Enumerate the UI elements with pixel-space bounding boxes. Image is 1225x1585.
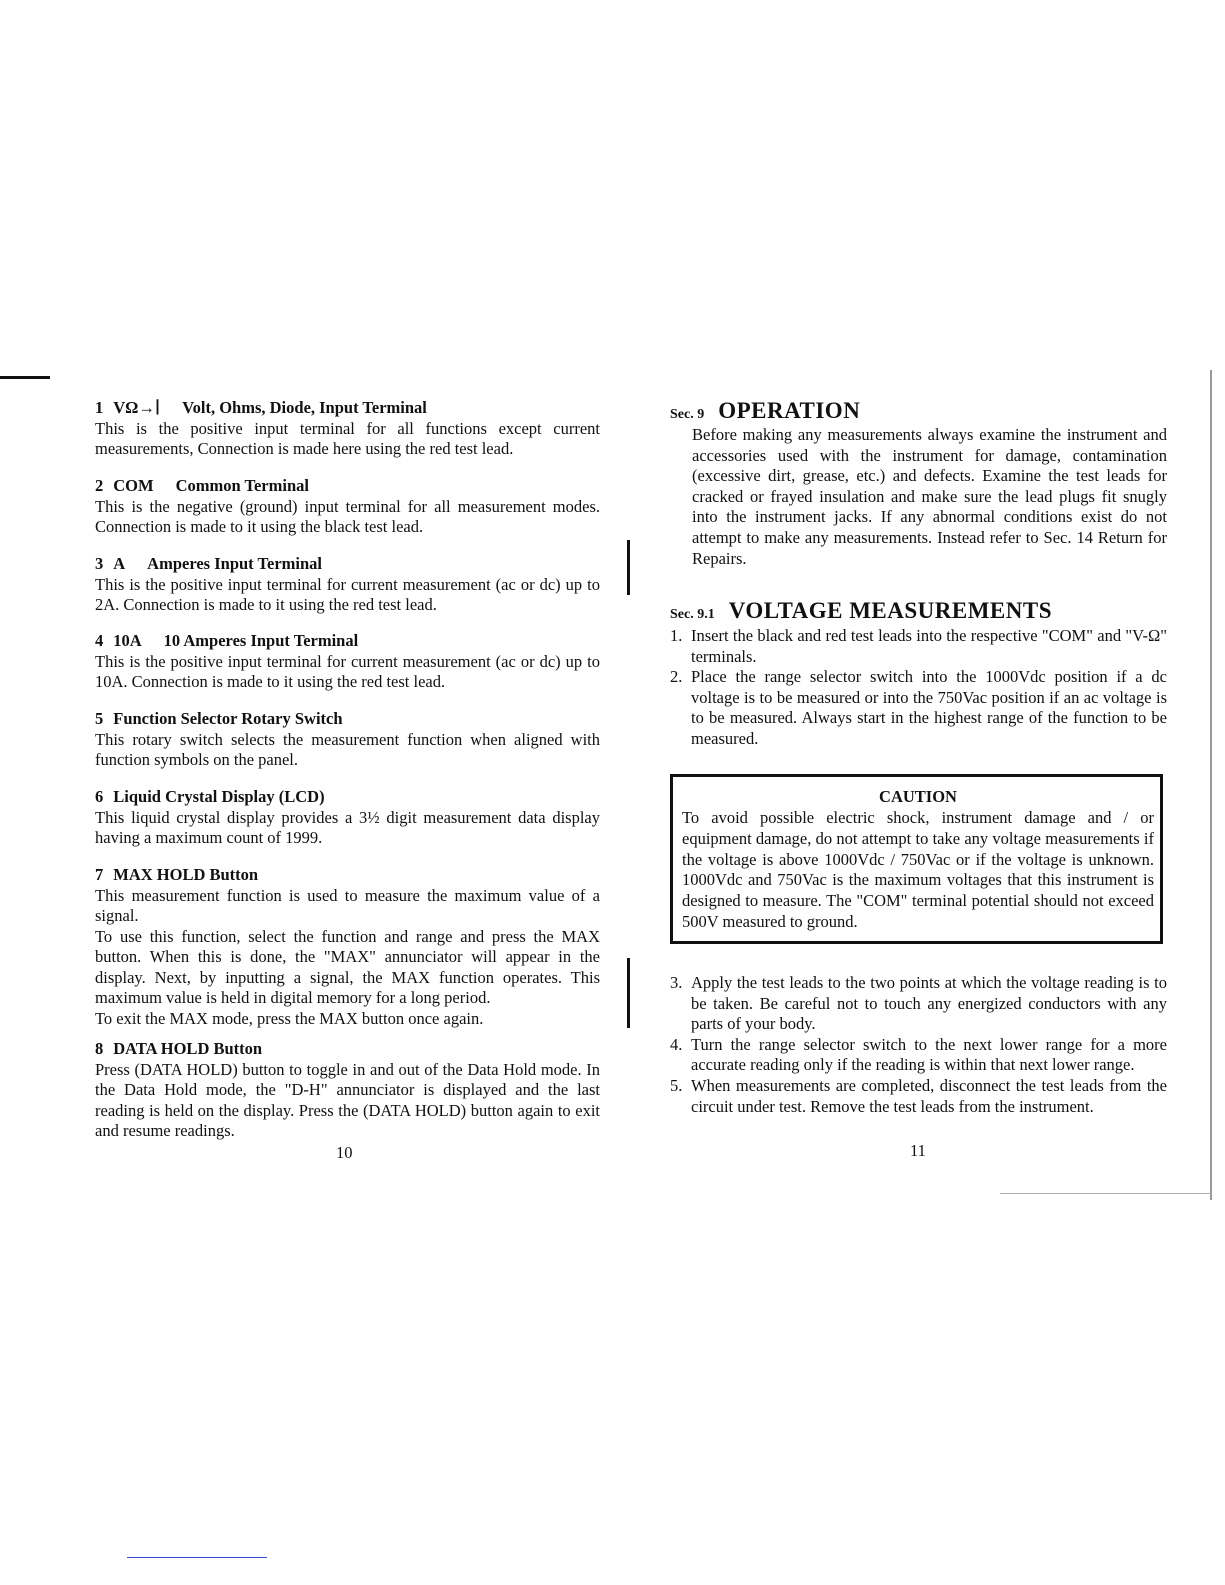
terminal-symbol: 10A [113,631,142,650]
terminal-item [95,709,600,771]
terminal-symbol: COM [113,476,154,495]
terminal-item [95,865,600,1029]
section-label: Sec. 9 [670,407,705,422]
voltage-steps-list-continued [670,973,1167,1117]
operation-paragraph: Before making any measurements always examine the instrument and accessories used with the instrument for damage, contamination (excessive dirt, grease, etc.) and defects. Examine the test leads for cracked or frayed insulation and make sure the lead plugs fit snugly into the instrument jacks. If any abnormal conditions exist do not attempt to make any measurements. Instead refer to Sec. 14 Return for Repairs. [692,425,1167,568]
step-item [670,667,1167,749]
description-paragraph: This is the negative (ground) input terminal for all measurement modes. Connection is made to it using the black test lead. [95,496,600,536]
step-number: 2. [670,667,683,687]
description-paragraph: This liquid crystal display provides a 3½ digit measurement data display having a maximum count of 1999. [95,807,600,847]
terminal-description [95,730,600,771]
terminal-number: 8 [95,1039,104,1058]
binding-mark [627,958,630,1028]
voltage-steps-list [670,626,1167,750]
step-number: 1. [670,626,683,645]
terminal-number: 1 [95,398,104,417]
scan-edge-mark [1210,370,1212,1200]
step-number: 4. [670,1034,683,1054]
description-paragraph: This rotary switch selects the measurement function when aligned with function symbols on the panel. [95,729,600,769]
description-paragraph: This is the positive input terminal for current measurement (ac or dc) up to 10A. Connection is made to it using the red test lead. [95,651,600,691]
terminal-item [95,398,600,460]
terminal-heading [95,631,600,652]
terminal-number: 6 [95,787,104,806]
step-text: Apply the test leads to the two points at which the voltage reading is to be taken. Be careful not to touch any energized conductors with any parts of your body. [691,973,1167,1034]
terminal-heading [95,1039,600,1060]
terminal-item [95,631,600,693]
terminal-item [95,554,600,616]
terminal-description [95,419,600,460]
terminal-description [95,886,600,1030]
terminal-number: 7 [95,865,104,884]
step-item [670,626,1167,667]
section-9-heading [670,398,860,424]
description-paragraph: To exit the MAX mode, press the MAX button once again. [95,1008,484,1028]
description-paragraph: This measurement function is used to measure the maximum value of a signal. [95,885,600,925]
terminal-item [95,476,600,538]
step-number: 5. [670,1075,683,1095]
terminal-title: DATA HOLD Button [113,1039,263,1058]
terminal-item [95,1039,600,1142]
terminal-description [95,575,600,616]
step-number: 3. [670,973,683,992]
terminal-heading [95,554,600,575]
step-item [670,1035,1167,1076]
terminal-description [95,652,600,693]
terminal-title: Liquid Crystal Display (LCD) [113,787,325,806]
scan-edge-mark [0,376,50,379]
description-paragraph: To use this function, select the function and range and press the MAX button. When this is done, the "MAX" annunciator will appear in the display. Next, by inputting a signal, the MAX function operates. This maximum value is held in digital memory for a long period. [95,926,600,1007]
terminal-description [95,497,600,538]
step-text: When measurements are completed, disconnect the test leads from the circuit under test. Remove the test leads from the instrument. [691,1075,1167,1116]
terminal-heading [95,476,600,497]
page-number-right: 11 [910,1141,926,1160]
terminal-title: 10 Amperes Input Terminal [163,631,359,650]
terminal-number: 4 [95,631,104,650]
terminal-title: Function Selector Rotary Switch [113,709,343,728]
step-item [670,1076,1167,1117]
caution-box [670,774,1163,944]
terminal-heading [95,787,600,808]
description-paragraph: This is the positive input terminal for current measurement (ac or dc) up to 2A. Connection is made to it using the red test lead. [95,574,600,614]
terminal-symbol: A [113,554,126,573]
caution-text: To avoid possible electric shock, instrument damage and / or equipment damage, do not attempt to take any voltage measurements if the voltage is above 1000Vdc / 750Vac or if the voltage is unknown. 1000Vdc and 750Vac is the maximum voltages that this instrument is designed to measure. The "COM" terminal potential should not exceed 500V measured to ground. [682,808,1154,931]
description-paragraph: This is the positive input terminal for all functions except current measurements, Connection is made here using the red test lead. [95,418,600,458]
footer-rule [127,1557,267,1558]
terminal-item [95,787,600,849]
step-text: Place the range selector switch into the 1000Vdc position if a dc voltage is to be measured or into the 750Vac position if an ac voltage is to be measured. Always start in the highest range of the function to be measured. [691,667,1167,748]
terminal-number: 5 [95,709,104,728]
terminal-heading [95,865,600,886]
section-9-1-heading [670,598,1052,624]
section-label: Sec. 9.1 [670,607,715,622]
terminal-number: 2 [95,476,104,495]
terminal-heading [95,709,600,730]
scan-edge-mark [1000,1193,1212,1194]
caution-title: CAUTION [879,787,957,806]
description-paragraph: Press (DATA HOLD) button to toggle in and out of the Data Hold mode. In the Data Hold mode, the "D-H" annunciator is displayed and the last reading is held on the display. Press the (DATA HOLD) button again to exit and resume readings. [95,1059,600,1140]
page-number-left: 10 [336,1143,353,1162]
terminal-heading [95,398,600,419]
binding-mark [627,540,630,595]
step-text: Turn the range selector switch to the next lower range for a more accurate reading only if the reading is within that next lower range. [691,1034,1167,1075]
section-title: OPERATION [718,398,861,423]
step-text: Insert the black and red test leads into the respective "COM" and "V-Ω" terminals. [691,626,1167,666]
step-item [670,973,1167,1035]
terminal-title: MAX HOLD Button [113,865,259,884]
section-title: VOLTAGE MEASUREMENTS [728,598,1053,623]
terminal-title: Volt, Ohms, Diode, Input Terminal [182,398,427,417]
terminal-symbol: VΩ→∣ [113,398,161,417]
terminal-description [95,808,600,849]
terminal-title: Common Terminal [175,476,309,495]
terminal-description [95,1060,600,1142]
terminal-title: Amperes Input Terminal [147,554,322,573]
terminal-number: 3 [95,554,104,573]
